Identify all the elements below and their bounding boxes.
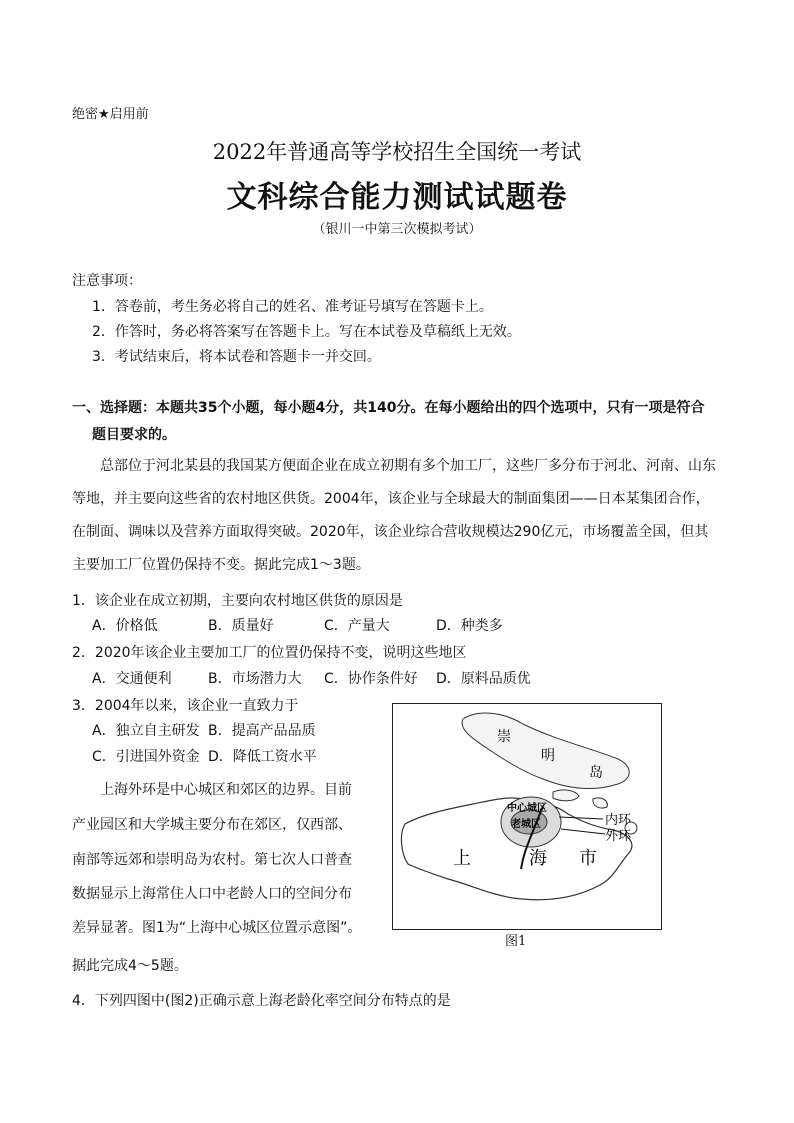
label-shi: 市 (579, 848, 597, 869)
question-option: C．协作条件好 (324, 671, 418, 687)
passage-line: 差异显著。图1为“上海中心城区位置示意图”。 (72, 920, 362, 936)
passage-line: 产业园区和大学城主要分布在郊区，仅西部、 (72, 817, 352, 833)
label-outer-ring: 外环 (605, 829, 632, 844)
question-option: D．种类多 (436, 618, 503, 634)
passage-line: 上海外环是中心城区和郊区的边界。目前 (100, 782, 352, 798)
label-dao: 岛 (589, 765, 603, 781)
question-stem: 1．该企业在成立初期，主要向农村地区供货的原因是 (72, 593, 403, 609)
passage-line: 据此完成4～5题。 (72, 958, 188, 974)
question-option: B．提高产品品质 (208, 723, 316, 739)
passage-line: 在制面、调味以及营养方面取得突破。2020年，该企业综合营收规模达290亿元，市场覆盖全国，但其 (72, 524, 709, 540)
question-option: A．价格低 (92, 618, 158, 634)
question-option: B．质量好 (208, 618, 274, 634)
passage-line: 主要加工厂位置仍保持不变。据此完成1～3题。 (72, 557, 370, 573)
small-island (553, 790, 579, 801)
shanghai-map-figure (392, 703, 662, 930)
exam-year-title: 2022年普通高等学校招生全国统一考试 (212, 140, 582, 164)
small-island (593, 798, 607, 808)
label-hai: 海 (529, 848, 547, 869)
question-option: A．交通便利 (92, 671, 172, 687)
notes-heading: 注意事项： (72, 273, 142, 289)
secret-label: 绝密★启用前 (72, 107, 149, 122)
question-stem: 3．2004年以来，该企业一直致力于 (72, 698, 299, 714)
question-stem: 4．下列四图中(图2)正确示意上海老龄化率空间分布特点的是 (72, 993, 451, 1009)
note-item: 3．考试结束后，将本试卷和答题卡一并交回。 (92, 349, 381, 365)
figure-caption: 图1 (505, 934, 527, 949)
passage-line: 总部位于河北某县的我国某方便面企业在成立初期有多个加工厂，这些厂多分布于河北、河南、山东 (100, 458, 716, 474)
label-inner-ring: 内环 (605, 813, 632, 828)
question-option: A．独立自主研发 (92, 723, 200, 739)
question-option: B．市场潜力大 (208, 671, 302, 687)
label-old-city: 老城区 (511, 819, 541, 830)
label-center-city: 中心城区 (507, 803, 547, 814)
page-title: 文科综合能力测试试题卷 (226, 180, 568, 215)
label-chong: 崇 (497, 729, 511, 745)
passage-line: 等地，并主要向这些省的农村地区供货。2004年，该企业与全球最大的制面集团——日本某集团合作， (72, 491, 710, 507)
shanghai-map (393, 704, 661, 929)
section-heading: 一、选择题：本题共35个小题，每小题4分，共140分。在每小题给出的四个选项中，只有一项是符合 (72, 400, 705, 416)
question-option: D．降低工资水平 (208, 749, 317, 765)
question-option: D．原料品质优 (436, 671, 531, 687)
passage-line: 南部等远郊和崇明岛为农村。第七次人口普查 (72, 852, 352, 868)
question-stem: 2．2020年该企业主要加工厂的位置仍保持不变，说明这些地区 (72, 645, 467, 661)
note-item: 1．答卷前，考生务必将自己的姓名、准考证号填写在答题卡上。 (92, 299, 493, 315)
label-shang: 上 (453, 848, 471, 869)
label-ming: 明 (541, 748, 555, 764)
section-heading-cont: 题目要求的。 (92, 427, 176, 443)
question-option: C．产量大 (324, 618, 390, 634)
passage-line: 数据显示上海常住人口中老龄人口的空间分布 (72, 886, 352, 902)
note-item: 2．作答时，务必将答案写在答题卡上。写在本试卷及草稿纸上无效。 (92, 324, 521, 340)
question-option: C．引进国外资金 (92, 749, 200, 765)
exam-subtitle: （银川一中第三次模拟考试） (312, 222, 482, 237)
